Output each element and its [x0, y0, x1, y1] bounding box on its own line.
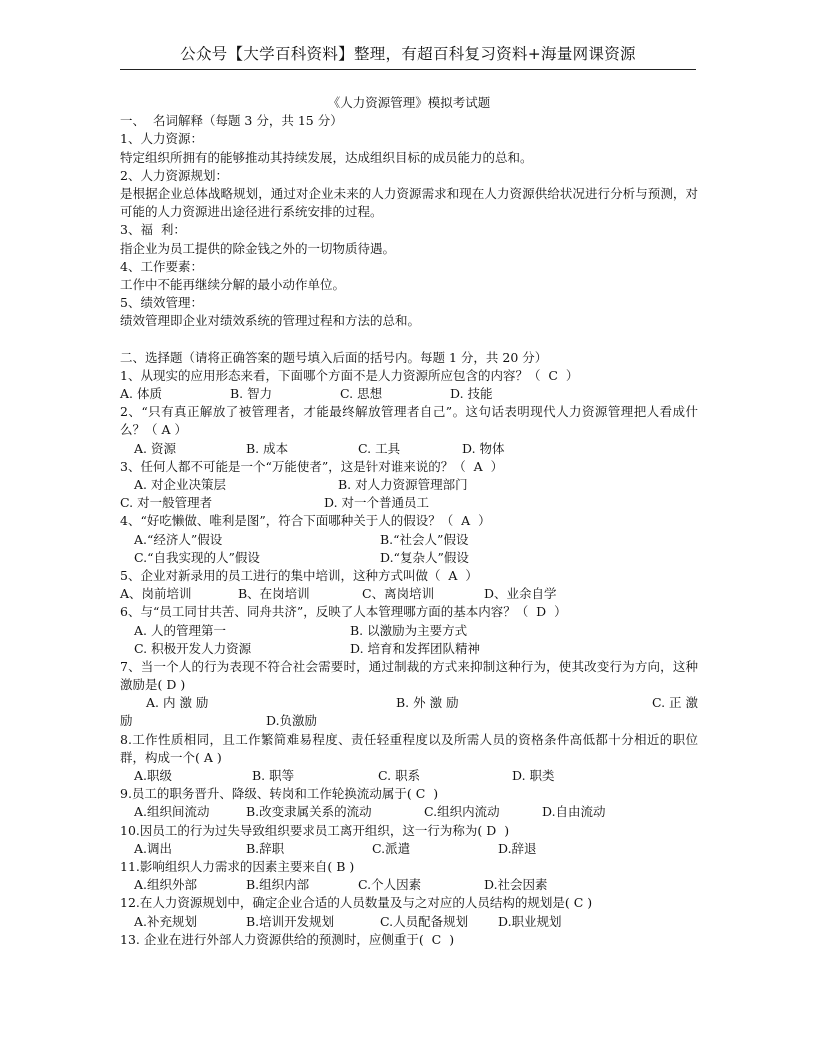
option-d: D. 对一个普通员工	[324, 495, 430, 511]
question-7-stem: 7、当一个人的行为表现不符合社会需要时，通过制裁的方式来抑制这种行为，使其改变行为方向，这种激励是( D )	[120, 658, 698, 693]
option-b: B.辞职	[246, 840, 285, 856]
option-b: B. 以激励为主要方式	[350, 622, 468, 638]
option-b: B.改变隶属关系的流动	[246, 804, 372, 820]
question-3-options-cd	[120, 494, 698, 512]
option-c: C. 思想	[340, 386, 383, 402]
page-header: 公众号【大学百科资料】整理，有超百科复习资料+海量网课资源	[180, 45, 636, 63]
option-b: B. 对人力资源管理部门	[338, 477, 468, 492]
option-a: A.职级	[134, 768, 173, 784]
question-9-options	[120, 803, 698, 821]
term-3-definition: 指企业为员工提供的除金钱之外的一切物质待遇。	[120, 240, 396, 256]
question-10-stem: 10.因员工的行为过失导致组织要求员工离开组织，这一行为称为( D )	[120, 822, 510, 838]
question-11-stem: 11.影响组织人力需求的因素主要来自( B )	[120, 859, 355, 874]
question-4-stem: 4、“好吃懒做、唯利是图”，符合下面哪种关于人的假设？（ A ）	[120, 513, 491, 529]
option-a: A. 对企业决策层	[134, 477, 226, 492]
term-2-label: 2、人力资源规划：	[120, 167, 228, 183]
option-c: C. 职系	[378, 768, 421, 784]
option-b: B.组织内部	[246, 877, 310, 893]
option-d: D.自由流动	[542, 804, 606, 820]
question-3-stem: 3、任何人都不可能是一个“万能使者”，这是针对谁来说的？（ A ）	[120, 458, 504, 474]
option-a: A. 资源	[134, 440, 176, 456]
question-11-options	[120, 876, 698, 894]
option-b: B. 外 激 励	[396, 695, 459, 711]
option-d: D. 职类	[512, 768, 555, 784]
question-7-options-cont	[120, 712, 698, 730]
option-b: B. 成本	[246, 440, 289, 456]
question-3-options-ab	[120, 476, 698, 494]
term-1-definition: 特定组织所拥有的能够推动其持续发展，达成组织目标的成员能力的总和。	[120, 149, 533, 165]
question-5-stem: 5、企业对新录用的员工进行的集中培训，这种方式叫做（ A ）	[120, 567, 478, 583]
question-4-options-cd	[120, 549, 698, 567]
section-1-heading: 一、 名词解释（每题 3 分，共 15 分）	[120, 113, 343, 129]
option-a: A. 人的管理第一	[134, 622, 226, 638]
question-8-stem: 8.工作性质相同，且工作繁简难易程度、责任轻重程度以及所需人员的资格条件高低都十分相近的职位群，构成一个( A )	[120, 731, 698, 765]
option-c: C. 对一般管理者	[120, 495, 213, 511]
term-1-label: 1、人力资源：	[120, 131, 203, 147]
term-5-definition: 绩效管理即企业对绩效系统的管理过程和方法的总和。	[120, 313, 421, 329]
question-6-options-ab	[120, 622, 698, 640]
option-b: B、在岗培训	[238, 586, 310, 602]
option-a: A、岗前培训	[120, 586, 192, 602]
option-d: D. 技能	[450, 386, 493, 402]
question-1-options	[120, 385, 698, 403]
option-a: A.“经济人”假设	[134, 531, 223, 547]
question-4-options-ab	[120, 531, 698, 549]
question-13-stem: 13. 企业在进行外部人力资源供给的预测时，应侧重于( C )	[120, 931, 455, 947]
question-8-options	[120, 767, 698, 785]
option-d: D. 物体	[462, 440, 505, 456]
option-d: D、业余自学	[484, 586, 557, 602]
question-12-options	[120, 913, 698, 931]
option-c: C. 工具	[358, 440, 401, 456]
option-c: C. 正 激	[651, 695, 698, 711]
option-c: C.“自我实现的人”假设	[134, 549, 260, 565]
term-2-definition: 是根据企业总体战略规划，通过对企业未来的人力资源需求和现在人力资源供给状况进行分析与预测，对可能的人力资源进出途径进行系统安排的过程。	[120, 185, 698, 220]
option-d: D.“复杂人”假设	[380, 549, 469, 565]
option-c: C.人员配备规划	[380, 913, 469, 929]
section-gap	[120, 330, 698, 348]
option-d: D.职业规划	[498, 913, 562, 929]
question-2-options	[120, 440, 698, 458]
option-a: A.补充规划	[134, 913, 198, 929]
option-a: A. 内 激 励	[146, 695, 209, 711]
option-c: C.组织内流动	[424, 804, 500, 820]
question-6-stem: 6、与“员工同甘共苦、同舟共济”，反映了人本管理哪方面的基本内容？（ D ）	[120, 604, 567, 620]
question-5-options	[120, 585, 698, 603]
option-b: B.“社会人”假设	[380, 531, 469, 547]
option-d: D.负激励	[266, 713, 318, 729]
question-6-options-cd	[120, 640, 698, 658]
option-d: D.辞退	[498, 840, 537, 856]
option-d: D. 培育和发挥团队精神	[350, 640, 481, 656]
option-a: A.组织间流动	[134, 804, 210, 820]
term-4-label: 4、工作要素：	[120, 258, 203, 274]
option-d: D.社会因素	[484, 877, 548, 893]
document-title: 《人力资源管理》模拟考试题	[327, 95, 491, 110]
option-c: C. 积极开发人力资源	[134, 640, 252, 656]
option-c: C.派遣	[372, 840, 411, 856]
option-b: B.培训开发规划	[246, 913, 335, 929]
option-a: A.调出	[134, 840, 173, 856]
option-c-continuation: 励	[120, 713, 133, 729]
document-body	[120, 94, 698, 949]
question-2-stem: 2、“只有真正解放了被管理者，才能最终解放管理者自己”。这句话表明现代人力资源管理把人看成什么？（ A ）	[120, 404, 698, 438]
question-7-options-abc	[120, 694, 698, 712]
option-c: C.个人因素	[358, 877, 422, 893]
question-12-stem: 12.在人力资源规划中，确定企业合适的人员数量及与之对应的人员结构的规划是( C )	[120, 895, 593, 911]
question-1-stem: 1、从现实的应用形态来看，下面哪个方面不是人力资源所应包含的内容？（ C ）	[120, 367, 579, 383]
section-2-heading: 二、选择题（请将正确答案的题号填入后面的括号内。每题 1 分，共 20 分）	[120, 349, 548, 365]
option-a: A. 体质	[120, 386, 162, 402]
header-divider	[120, 69, 696, 70]
term-4-definition: 工作中不能再继续分解的最小动作单位。	[120, 276, 346, 292]
option-b: B. 职等	[252, 768, 295, 784]
term-5-label: 5、绩效管理：	[120, 295, 203, 311]
question-10-options	[120, 840, 698, 858]
option-b: B. 智力	[230, 386, 273, 402]
question-9-stem: 9.员工的职务晋升、降级、转岗和工作轮换流动属于( C )	[120, 786, 439, 802]
option-c: C、离岗培训	[362, 586, 435, 602]
term-3-label: 3、福 利：	[120, 222, 186, 238]
option-a: A.组织外部	[134, 877, 198, 893]
